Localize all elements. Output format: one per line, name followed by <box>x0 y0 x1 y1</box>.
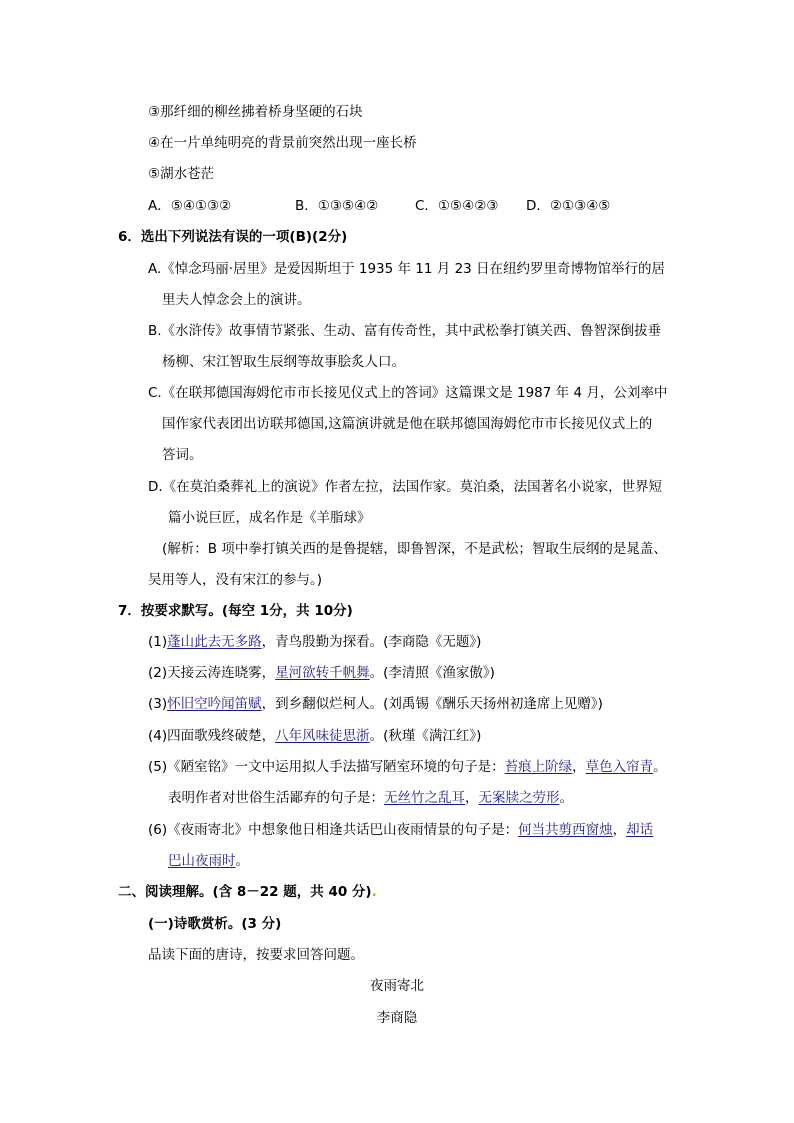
q7-s5-prefix: (5)《陋室铭》一文中运用拟人手法描写陋室环境的句子是： <box>148 759 505 775</box>
q6-option-c-line1: C.《在联邦德国海姆佗市市长接见仪式上的答词》这篇课文是 1987 年 4 月，公刘率中 <box>148 385 668 401</box>
poetry-instruction: 品读下面的唐诗，按要求回答问题。 <box>148 947 364 963</box>
q6-option-a-line1: A.《悼念玛丽·居里》是爱因斯坦于 1935 年 11 月 23 日在纽约罗里奇博物馆举行的居 <box>148 261 666 277</box>
q7-s6-answer-1: 何当共剪西窗烛 <box>518 822 613 838</box>
q6-analysis-line1: (解析：B 项中拳打镇关西的是鲁提辖，即鲁智深，不是武松；智取生辰纲的是晁盖、 <box>162 541 667 557</box>
poetry-subheading: (一)诗歌赏析。(3 分) <box>148 916 282 932</box>
q6-option-b-line1: B.《水浒传》故事情节紧张、生动、富有传奇性，其中武松拳打镇关西、鲁智深倒拔垂 <box>148 323 662 339</box>
q5-item-3: ③那纤细的柳丝拂着桥身坚硬的石块 <box>148 104 363 120</box>
q7-s1-suffix: ，青鸟殷勤为探看。(李商隐《无题》) <box>261 634 482 650</box>
q5-item-4: ④在一片单纯明亮的背景前突然出现一座长桥 <box>148 135 417 151</box>
section-2-heading <box>118 883 377 901</box>
q7-s1-prefix: (1) <box>148 634 168 650</box>
q7-s5-answer-2: 草色入帘青 <box>585 759 654 775</box>
q6-option-d-line1: D.《在莫泊桑葬礼上的演说》作者左拉，法国作家。莫泊桑，法国著名小说家，世界短 <box>148 479 663 495</box>
q7-sentence-3 <box>148 695 603 713</box>
q7-s3-prefix: (3) <box>148 696 168 712</box>
q7-sentence-1 <box>148 633 481 651</box>
q7-s4-suffix: 。(秋瑾《满江红》) <box>369 728 482 744</box>
q7-s6-answer-2: 却话 <box>626 822 654 838</box>
q6-option-b-line2: 杨柳、宋江智取生辰纲等故事脍炙人口。 <box>162 354 405 370</box>
q7-s4-answer: 八年风味徒思浙 <box>275 728 370 744</box>
q7-sentence-5b <box>168 789 573 807</box>
q5-option-b: B．①③⑤④② <box>295 198 379 214</box>
q7-s2-answer: 星河欲转千帆舞 <box>275 665 370 681</box>
q7-s2-prefix: (2)天接云涛连晓雾， <box>148 665 276 681</box>
q7-s6b-answer: 巴山夜雨时 <box>168 853 236 869</box>
q7-s1-answer: 蓬山此去无多路 <box>167 634 262 650</box>
q5-option-c: C．①⑤④②③ <box>415 198 499 214</box>
q6-option-c-line2: 国作家代表团出访联邦德国,这篇演讲就是他在联邦德国海姆佗市市长接见仪式上的 <box>162 416 653 432</box>
q7-s5b-answer-2: 无案牍之劳形 <box>478 790 560 806</box>
q7-stem: 7．按要求默写。(每空 1分，共 10分) <box>118 603 353 619</box>
q7-s5-answer-1: 苔痕上阶绿 <box>504 759 573 775</box>
q7-s5-separator: ， <box>572 759 586 775</box>
q5-option-a: A．⑤④①③② <box>148 198 232 214</box>
q5-item-5: ⑤湖水苍茫 <box>148 166 215 182</box>
poem-author: 李商隐 <box>376 1010 418 1026</box>
q7-s4-prefix: (4)四面歌残终破楚， <box>148 728 276 744</box>
q7-sentence-5 <box>148 758 667 776</box>
q7-s5-end: 。 <box>653 759 667 775</box>
q6-analysis-line2: 吴用等人，没有宋江的参与。) <box>148 572 323 588</box>
section-2-heading-dot: . <box>371 884 377 900</box>
q7-s3-suffix: ，到乡翻似烂柯人。(刘禹锡《酬乐天扬州初逢席上见赠》) <box>261 696 603 712</box>
q7-s2-suffix: 。(李清照《渔家傲》) <box>369 665 495 681</box>
q7-sentence-6 <box>148 821 653 839</box>
q7-sentence-2 <box>148 664 495 682</box>
q7-s5b-separator: ， <box>465 790 479 806</box>
q7-s6b-end: 。 <box>235 853 249 869</box>
q6-option-a-line2: 里夫人悼念会上的演讲。 <box>162 292 311 308</box>
q7-s5b-end: 。 <box>559 790 573 806</box>
q7-s5b-answer-1: 无丝竹之乱耳 <box>384 790 465 806</box>
q7-sentence-6b <box>168 852 249 870</box>
q6-option-d-line2: 篇小说巨匠，成名作是《羊脂球》 <box>168 510 371 526</box>
section-2-heading-text: 二、阅读理解。(含 8－22 题，共 40 分) <box>118 884 372 900</box>
q5-options <box>148 197 610 215</box>
q7-s5b-prefix: 表明作者对世俗生活鄙弃的句子是： <box>168 790 384 806</box>
q5-option-d: D．②①③④⑤ <box>526 198 611 214</box>
q6-option-c-line3: 答词。 <box>162 447 203 463</box>
poem-title: 夜雨寄北 <box>370 978 424 994</box>
q7-s6-prefix: (6)《夜雨寄北》中想象他日相逢共话巴山夜雨情景的句子是： <box>148 822 519 838</box>
q7-s6-separator: ， <box>612 822 627 838</box>
q6-stem: 6．选出下列说法有误的一项(B)(2分) <box>118 229 348 245</box>
q7-sentence-4 <box>148 727 481 745</box>
q7-s3-answer: 怀旧空吟闻笛赋 <box>167 696 262 712</box>
